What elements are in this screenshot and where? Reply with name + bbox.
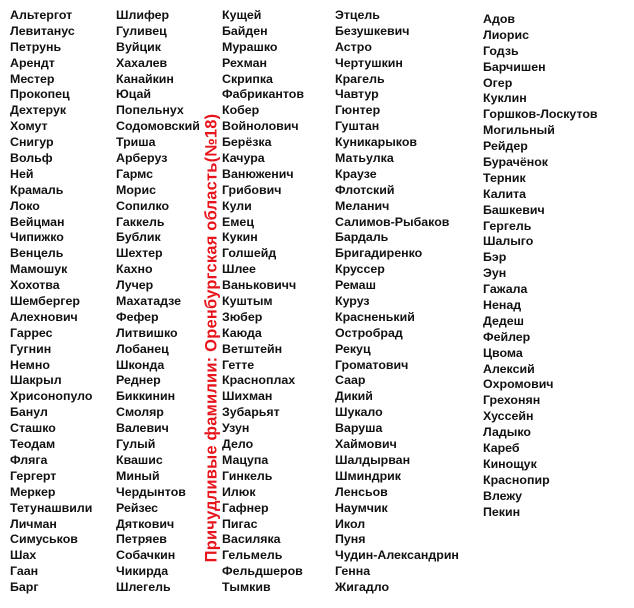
surname-item: Локо (10, 198, 40, 213)
surname-item: Триша (116, 135, 156, 150)
surname-item: Гажала (483, 282, 528, 297)
surname-item: Байден (222, 23, 268, 38)
surname-column-3 (222, 8, 304, 596)
surname-item: Гафнер (222, 500, 269, 515)
surname-item: Влежу (483, 488, 523, 503)
surname-item: Гергель (483, 218, 532, 233)
surname-item: Мурашко (222, 39, 278, 54)
surname-item: Попельнух (116, 103, 184, 118)
surname-item: Рейдер (483, 139, 528, 154)
surname-item: Голшейд (222, 246, 277, 261)
surname-item: Хомут (10, 119, 48, 134)
surname-item: Шукало (335, 405, 383, 420)
surname-item: Прокопец (10, 87, 70, 102)
surname-item: Бэр (483, 250, 507, 265)
surname-item: Чертушкин (335, 55, 403, 70)
surname-item: Матьулка (335, 151, 394, 166)
surname-item: Алексий (483, 361, 535, 376)
surname-item: Василяка (222, 532, 281, 547)
surname-item: Ненад (483, 298, 522, 313)
surname-item: Альтергот (10, 8, 73, 22)
surname-item: Пуня (335, 532, 366, 547)
surname-item: Каюда (222, 325, 262, 340)
surname-item: Икол (335, 516, 366, 531)
surname-item: Бурачёнок (483, 155, 548, 170)
surname-item: Генна (335, 564, 371, 579)
surname-item: Наумчик (335, 500, 388, 515)
surname-item: Кареб (483, 441, 520, 456)
surname-item: Юцай (116, 87, 152, 102)
surname-item: Хаймович (335, 437, 397, 452)
surname-item: Чудин-Александрин (335, 548, 459, 563)
surname-item: Шлифер (116, 8, 170, 22)
surname-item: Меркер (10, 484, 56, 499)
surname-item: Зубарьят (222, 405, 280, 420)
surname-item: Адов (483, 12, 515, 26)
surname-item: Хрисонопуло (10, 389, 93, 404)
surname-item: Морис (116, 182, 156, 197)
surname-item: Тетунашвили (10, 500, 93, 515)
surname-item: Венцель (10, 246, 64, 261)
surname-item: Дикий (335, 389, 373, 404)
surname-item: Кули (222, 198, 252, 213)
surname-item: Чердынтов (116, 484, 186, 499)
surname-item: Гугнин (10, 341, 52, 356)
surname-item: Остробрад (335, 325, 403, 340)
surname-column-4 (335, 8, 459, 596)
surname-item: Шлегель (116, 580, 171, 595)
surname-item: Банул (10, 405, 48, 420)
surname-item: Шконда (116, 357, 165, 372)
surname-item: Пигас (222, 516, 258, 531)
surname-item: Мамошук (10, 262, 68, 277)
surname-item: Зюбер (222, 309, 263, 324)
surname-item: Литвишко (116, 325, 178, 340)
surname-item: Канайкин (116, 71, 174, 86)
surname-item: Хахалев (116, 55, 168, 70)
surname-item: Шембергер (10, 294, 80, 309)
surname-item: Барг (10, 580, 39, 595)
surname-column-2 (116, 8, 200, 596)
surname-item: Гуливец (116, 23, 167, 38)
surname-item: Куштым (222, 294, 273, 309)
surname-item: Астро (335, 39, 372, 54)
surname-item: Рейзес (116, 500, 159, 515)
surname-item: Ваньковичч (222, 278, 297, 293)
surname-item: Узун (222, 421, 250, 436)
surname-item: Куникарыков (335, 135, 418, 150)
surname-item: Громатович (335, 357, 409, 372)
surname-item: Берёзка (222, 135, 272, 150)
surname-item: Горшков-Лоскутов (483, 107, 598, 122)
surname-item: Гаррес (10, 325, 53, 340)
surname-item: Чипижко (10, 230, 64, 245)
surname-item: Вуйцик (116, 39, 161, 54)
surname-item: Шехтер (116, 246, 163, 261)
surname-item: Ветштейн (222, 341, 283, 356)
surname-item: Башкевич (483, 202, 545, 217)
surname-item: Дедеш (483, 313, 524, 328)
surname-item: Махатадзе (116, 294, 182, 309)
surname-item: Шминдрик (335, 468, 401, 483)
surname-item: Левитанус (10, 23, 75, 38)
surname-item: Алехнович (10, 309, 78, 324)
surname-item: Круссер (335, 262, 385, 277)
surname-item: Чикирда (116, 564, 169, 579)
surname-item: Симуськов (10, 532, 78, 547)
surname-item: Ладыко (483, 425, 531, 440)
surname-item: Барчишен (483, 59, 546, 74)
surname-item: Валевич (116, 421, 169, 436)
surname-item: Лобанец (116, 341, 169, 356)
surname-item: Гуштан (335, 119, 380, 134)
surname-item: Шакрыл (10, 373, 62, 388)
surname-item: Дехтерук (10, 103, 67, 118)
surname-item: Гюнтер (335, 103, 381, 118)
surname-item: Ней (10, 166, 34, 181)
surname-item: Грибович (222, 182, 282, 197)
surname-item: Мацупа (222, 452, 269, 467)
surname-item: Калита (483, 186, 527, 201)
surname-item: Салимов-Рыбаков (335, 214, 450, 229)
surname-item: Петрунь (10, 39, 62, 54)
surname-item: Скрипка (222, 71, 273, 86)
surname-item: Гулый (116, 437, 156, 452)
surname-item: Куклин (483, 91, 527, 106)
surname-column-1 (10, 8, 92, 596)
surname-item: Куруз (335, 294, 370, 309)
surname-item: Кущей (222, 8, 262, 22)
surname-item: Илюк (222, 484, 256, 499)
surname-item: Шалыго (483, 234, 534, 249)
surname-item: Крамаль (10, 182, 64, 197)
surname-item: Гаккель (116, 214, 165, 229)
surname-item: Могильный (483, 123, 555, 138)
surname-item: Смоляр (116, 405, 164, 420)
surname-item: Бардаль (335, 230, 389, 245)
surname-item: Красноплах (222, 373, 296, 388)
surname-item: Фейлер (483, 329, 531, 344)
surname-item: Дело (222, 437, 254, 452)
surname-item: Гергерт (10, 468, 57, 483)
surname-item: Охромович (483, 377, 554, 392)
surname-item: Лучер (116, 278, 154, 293)
surname-item: Огер (483, 75, 513, 90)
surname-item: Жигадло (335, 580, 390, 595)
surname-item: Эун (483, 266, 507, 281)
surname-item: Собачкин (116, 548, 176, 563)
surname-item: Биккинин (116, 389, 176, 404)
surname-item: Гельмель (222, 548, 283, 563)
surname-item: Петряев (116, 532, 167, 547)
surname-item: Рекуц (335, 341, 371, 356)
surname-item: Фельдшеров (222, 564, 303, 579)
surname-item: Гетте (222, 357, 255, 372)
surname-item: Арендт (10, 55, 55, 70)
surname-item: Шалдырван (335, 452, 411, 467)
surname-item: Флотский (335, 182, 395, 197)
surname-item: Кахно (116, 262, 153, 277)
surname-item: Арберуз (116, 151, 168, 166)
surname-item: Терник (483, 170, 526, 185)
surname-item: Варуша (335, 421, 383, 436)
vertical-title: Причудливые фамилии: Оренбургская область(№18) (202, 113, 221, 563)
surname-item: Емец (222, 214, 254, 229)
surname-item: Ванюженич (222, 166, 294, 181)
surname-item: Квашис (116, 452, 163, 467)
surname-item: Дяткович (116, 516, 175, 531)
surname-item: Этцель (335, 8, 380, 22)
surname-item: Грехонян (483, 393, 541, 408)
surname-item: Ремаш (335, 278, 376, 293)
surname-item: Снигур (10, 135, 54, 150)
surname-item: Чавтур (335, 87, 379, 102)
surname-item: Безушкевич (335, 23, 410, 38)
surname-item: Теодам (10, 437, 56, 452)
surname-item: Реднер (116, 373, 161, 388)
surname-item: Качура (222, 151, 265, 166)
surname-item: Бублик (116, 230, 161, 245)
surname-item: Краснопир (483, 472, 550, 487)
surname-item: Тымкив (222, 580, 271, 595)
surname-column-5 (483, 12, 598, 521)
surname-item: Хохотва (10, 278, 60, 293)
surname-item: Меланич (335, 198, 390, 213)
surname-item: Пекин (483, 504, 521, 519)
surname-item: Содомовский (116, 119, 200, 134)
surname-item: Шихман (222, 389, 273, 404)
surname-item: Гинкель (222, 468, 273, 483)
surname-item: Фефер (116, 309, 159, 324)
surname-item: Миный (116, 468, 160, 483)
surname-item: Краузе (335, 166, 377, 181)
surname-item: Войнолович (222, 119, 299, 134)
surname-item: Кинощук (483, 456, 537, 471)
surname-item: Ленсьов (335, 484, 388, 499)
surname-item: Личман (10, 516, 57, 531)
surname-item: Фляга (10, 452, 48, 467)
surname-item: Фабрикантов (222, 87, 304, 102)
surname-item: Гармс (116, 166, 154, 181)
surname-item: Кукин (222, 230, 258, 245)
surname-item: Сопилко (116, 198, 170, 213)
surname-item: Лиорис (483, 27, 529, 42)
surname-item: Хуссейн (483, 409, 534, 424)
surname-item: Немно (10, 357, 50, 372)
surname-item: Годзь (483, 43, 519, 58)
surname-item: Шах (10, 548, 37, 563)
surname-item: Бригадиренко (335, 246, 423, 261)
surname-item: Сташко (10, 421, 56, 436)
surname-item: Местер (10, 71, 55, 86)
surname-item: Саар (335, 373, 366, 388)
surname-item: Вольф (10, 151, 53, 166)
surname-item: Гаан (10, 564, 39, 579)
surname-item: Шлее (222, 262, 256, 277)
surname-item: Красненький (335, 309, 415, 324)
surname-item: Крагель (335, 71, 385, 86)
surname-item: Цвома (483, 345, 523, 360)
surname-item: Вейцман (10, 214, 65, 229)
surname-item: Рехман (222, 55, 267, 70)
surname-item: Кобер (222, 103, 260, 118)
